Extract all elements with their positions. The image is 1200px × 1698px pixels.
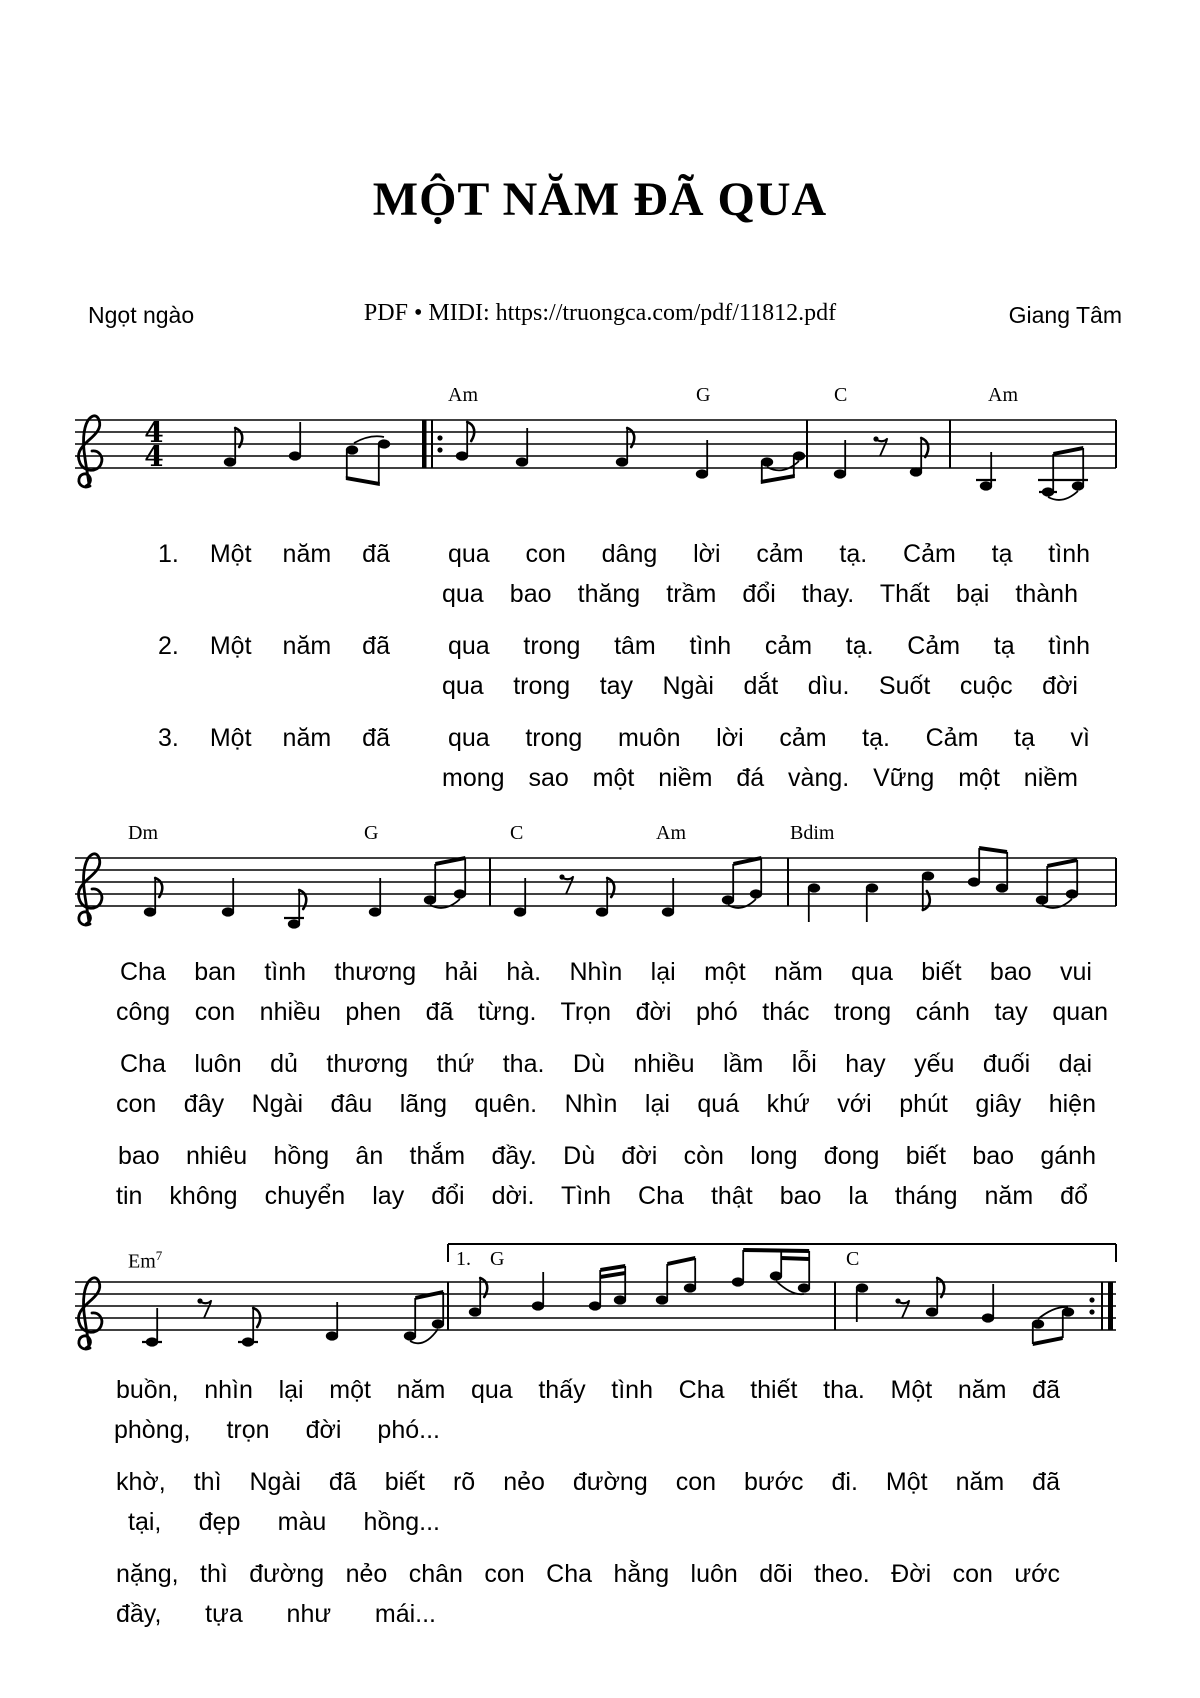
lyric-line: 3. Một năm đã: [158, 724, 390, 752]
chord-symbol: G: [490, 1248, 505, 1270]
music-system-2: [70, 836, 1130, 956]
chord-root: Em: [128, 1250, 156, 1273]
composer-name: Giang Tâm: [1008, 302, 1122, 328]
eighth-rest: [873, 436, 887, 456]
chord-symbol: Dm: [128, 822, 158, 844]
chord-symbol: C: [510, 822, 524, 844]
svg-text:4: 4: [144, 416, 164, 449]
chord-symbol: C: [846, 1248, 860, 1270]
lyric-line: mong sao một niềm đá vàng. Vững một niềm: [442, 764, 1078, 792]
lyric-line: Cha ban tình thương hải hà. Nhìn lại một năm qua biết bao vui: [120, 958, 1092, 986]
chord-symbol: Am: [988, 384, 1018, 406]
tempo-style-label: Ngọt ngào: [88, 302, 195, 328]
staff-lines: [75, 858, 1116, 906]
chord-symbol: Bdim: [790, 822, 835, 844]
time-signature: [144, 416, 163, 473]
lyric-line: qua trong tâm tình cảm tạ. Cảm tạ tình: [448, 632, 1090, 660]
lyric-line: qua trong tay Ngài dắt dìu. Suốt cuộc đời: [442, 672, 1078, 700]
pdf-midi-link[interactable]: PDF • MIDI: https://truongca.com/pdf/11812.pdf: [363, 300, 837, 326]
music-system-3: [70, 1236, 1130, 1386]
music-system-1: [70, 398, 1130, 518]
lyric-line: bao nhiêu hồng ân thắm đầy. Dù đời còn long đong biết bao gánh: [118, 1142, 1096, 1170]
lyric-line: Cha luôn dủ thương thứ tha. Dù nhiều lầm lỗi hay yếu đuối dại: [120, 1050, 1092, 1078]
lyric-line: con đây Ngài đâu lãng quên. Nhìn lại quá khứ với phút giây hiện: [116, 1090, 1096, 1118]
lyric-line: phòng, trọn đời phó...: [114, 1416, 440, 1444]
chord-symbol: C: [834, 384, 848, 406]
treble-clef-icon: [78, 854, 101, 925]
chord-symbol: Am: [656, 822, 686, 844]
chord-symbol: G: [696, 384, 711, 406]
lyric-line: tại, đẹp màu hồng...: [128, 1508, 440, 1536]
lyric-line: khờ, thì Ngài đã biết rõ nẻo đường con bước đi. Một năm đã: [116, 1468, 1060, 1496]
lyric-line: đầy, tựa như mái...: [116, 1600, 436, 1628]
lyric-line: 2. Một năm đã: [158, 632, 390, 660]
lyric-line: 1. Một năm đã: [158, 540, 390, 568]
chord-extension: 7: [155, 1248, 163, 1263]
lyric-line: qua bao thăng trầm đổi thay. Thất bại thành: [442, 580, 1078, 608]
page-title: MỘT NĂM ĐÃ QUA: [372, 173, 828, 226]
eighth-rest: [895, 1298, 909, 1318]
chord-symbol: G: [364, 822, 379, 844]
lyric-line: qua con dâng lời cảm tạ. Cảm tạ tình: [448, 540, 1090, 568]
treble-clef-icon: [78, 416, 101, 487]
eighth-rest: [559, 874, 573, 894]
lyric-line: buồn, nhìn lại một năm qua thấy tình Cha thiết tha. Một năm đã: [116, 1376, 1060, 1404]
lyric-line: tin không chuyển lay đổi dời. Tình Cha thật bao la tháng năm đổ: [116, 1182, 1088, 1210]
lyric-line: qua trong muôn lời cảm tạ. Cảm tạ vì: [448, 724, 1090, 752]
chord-symbol: Am: [448, 384, 478, 406]
eighth-rest: [197, 1298, 211, 1318]
volta-label: 1.: [456, 1248, 471, 1270]
treble-clef-icon: [78, 1278, 101, 1349]
notes-layer: [142, 1248, 1113, 1347]
lyric-line: nặng, thì đường nẻo chân con Cha hằng luôn dõi theo. Đời con ước: [116, 1560, 1060, 1588]
svg-text:4: 4: [144, 440, 164, 473]
lyric-line: công con nhiều phen đã từng. Trọn đời phó thác trong cánh tay quan: [116, 998, 1108, 1026]
